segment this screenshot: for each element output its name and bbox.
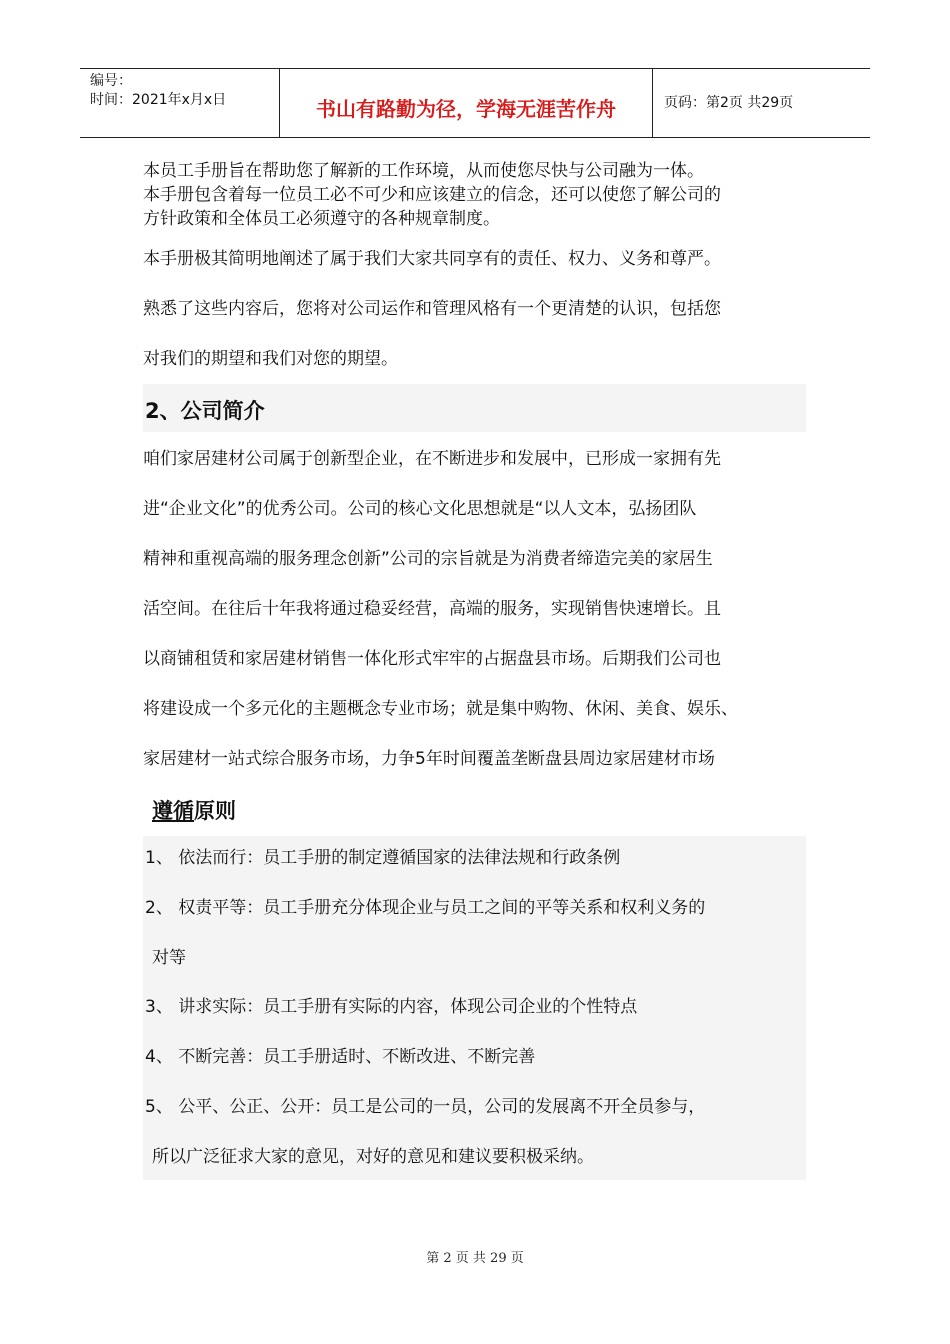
principle-item-continued: 对等 bbox=[152, 948, 186, 968]
document-header bbox=[80, 68, 870, 138]
principles-title-underlined: 遵循 bbox=[152, 799, 194, 823]
page-footer: 第 2 页 共 29 页 bbox=[426, 1251, 524, 1266]
intro-line: 对我们的期望和我们对您的期望。 bbox=[143, 349, 398, 369]
principle-item: 1、 依法而行：员工手册的制定遵循国家的法律法规和行政条例 bbox=[145, 848, 621, 868]
intro-line: 方针政策和全体员工必须遵守的各种规章制度。 bbox=[143, 209, 500, 229]
header-motto-cell bbox=[280, 69, 653, 137]
section-line: 咱们家居建材公司属于创新型企业，在不断进步和发展中，已形成一家拥有先 bbox=[143, 449, 721, 469]
intro-line: 熟悉了这些内容后，您将对公司运作和管理风格有一个更清楚的认识，包括您 bbox=[143, 299, 721, 319]
header-motto: 书山有路勤为径，学海无涯苦作舟 bbox=[316, 97, 616, 121]
document-number-label: 编号： bbox=[90, 73, 132, 89]
intro-line: 本员工手册旨在帮助您了解新的工作环境，从而使您尽快与公司融为一体。 bbox=[143, 161, 704, 181]
section-line: 以商铺租赁和家居建材销售一体化形式牢牢的占据盘县市场。后期我们公司也 bbox=[143, 649, 721, 669]
header-page-label: 页码：第2页 共29页 bbox=[664, 95, 794, 111]
principle-item: 5、 公平、公正、公开：员工是公司的一员，公司的发展离不开全员参与， bbox=[145, 1097, 706, 1117]
section-line: 将建设成一个多元化的主题概念专业市场；就是集中购物、休闲、美食、娱乐、 bbox=[143, 699, 738, 719]
header-info-cell bbox=[80, 69, 280, 137]
principle-item: 2、 权责平等：员工手册充分体现企业与员工之间的平等关系和权利义务的 bbox=[145, 898, 706, 918]
section-line: 活空间。在往后十年我将通过稳妥经营，高端的服务，实现销售快速增长。且 bbox=[143, 599, 721, 619]
intro-line: 本手册极其简明地阐述了属于我们大家共同享有的责任、权力、义务和尊严。 bbox=[143, 249, 721, 269]
section-line: 精神和重视高端的服务理念创新”公司的宗旨就是为消费者缔造完美的家居生 bbox=[143, 549, 713, 569]
section-title-principles bbox=[152, 795, 236, 825]
principle-item-continued: 所以广泛征求大家的意见，对好的意见和建议要积极采纳。 bbox=[152, 1147, 594, 1167]
section-line: 进“企业文化”的优秀公司。公司的核心文化思想就是“以人文本，弘扬团队 bbox=[143, 499, 697, 519]
header-page-cell bbox=[653, 69, 870, 137]
intro-line: 本手册包含着每一位员工必不可少和应该建立的信念，还可以使您了解公司的 bbox=[143, 185, 721, 205]
principle-item: 3、 讲求实际：员工手册有实际的内容，体现公司企业的个性特点 bbox=[145, 997, 638, 1017]
section-line: 家居建材一站式综合服务市场，力争5年时间覆盖垄断盘县周边家居建材市场 bbox=[143, 749, 715, 769]
section-title-company-profile: 2、公司简介 bbox=[145, 399, 265, 423]
document-date-label: 时间：2021年x月x日 bbox=[90, 92, 227, 108]
principles-title-rest: 原则 bbox=[194, 799, 236, 823]
principle-item: 4、 不断完善：员工手册适时、不断改进、不断完善 bbox=[145, 1047, 536, 1067]
